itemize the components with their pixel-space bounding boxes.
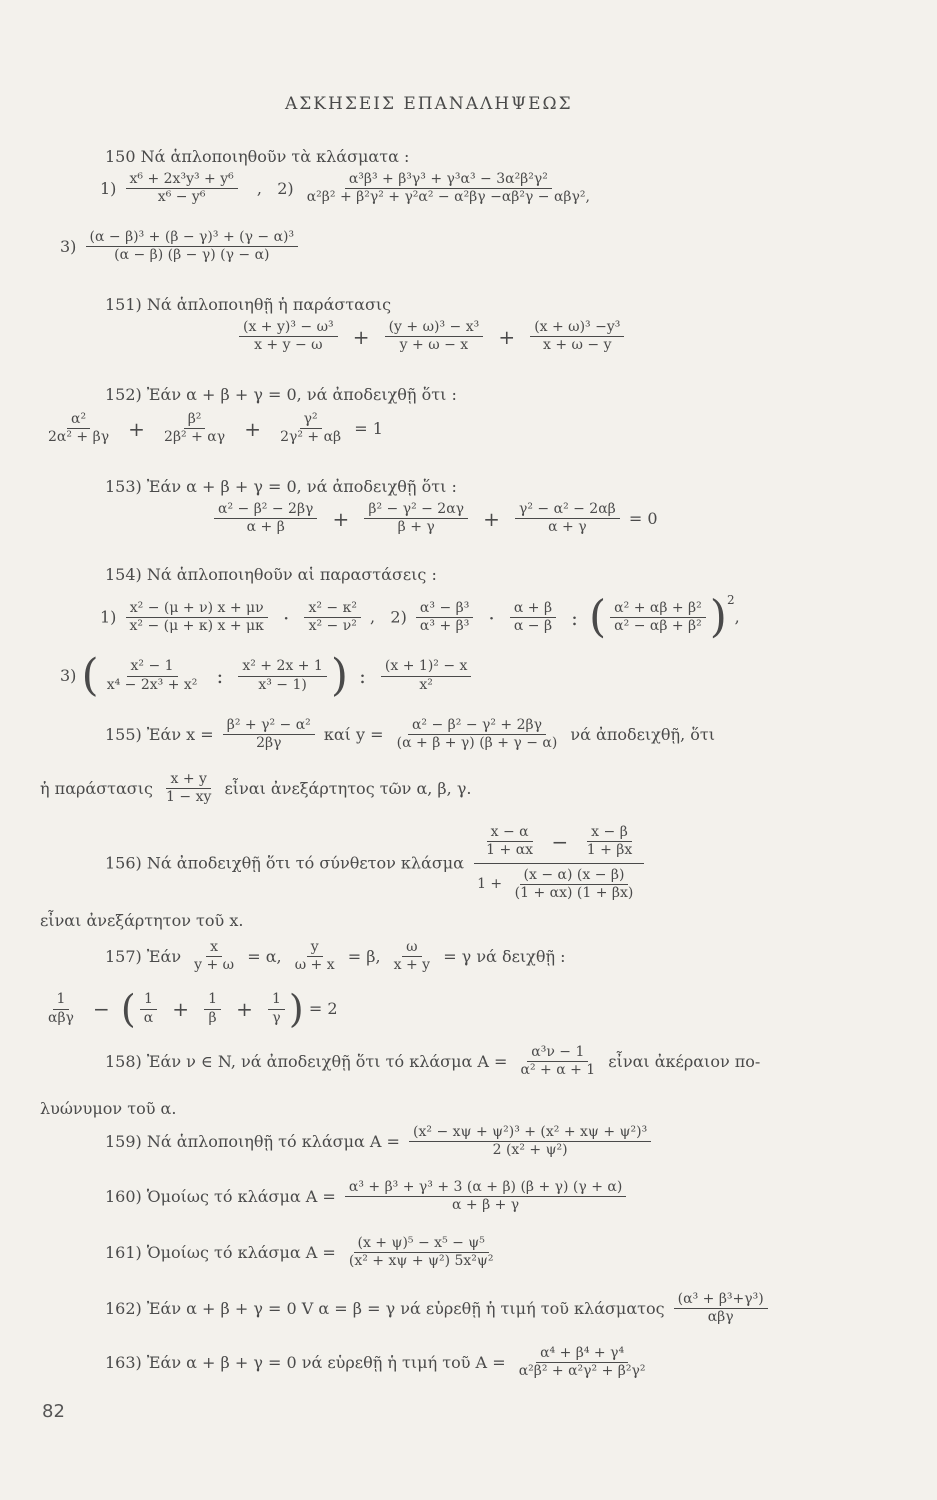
denominator: 2γ² + αβ	[280, 429, 342, 446]
fraction	[583, 825, 637, 859]
fraction	[291, 940, 339, 974]
denominator: α	[143, 1009, 154, 1026]
denominator: α²β² + α²γ² + β²γ²	[518, 1363, 646, 1380]
exercise-154-part-3: 3) ( $\frac{\text{x² − 1}}{\text{x⁴ − 2x³ + x²}}$ : $\frac{\text{x² + 2x + 1}}{\text{x³ − 1)}}$ ) : $\frac{\text{(x + 1)² − x}}{\text{x²}}$	[60, 654, 475, 698]
fraction	[86, 230, 299, 264]
fraction	[126, 172, 238, 206]
denominator: γ	[272, 1009, 281, 1026]
fraction	[482, 825, 537, 859]
numerator: β²	[184, 412, 206, 429]
right-hand-side: = 2	[308, 999, 338, 1019]
numerator: y	[307, 940, 323, 957]
denominator: (α + β + γ) (β + γ − α)	[396, 735, 558, 752]
label: 3)	[60, 666, 77, 686]
label: 1)	[100, 607, 117, 627]
intro-text: 161) Ὁμοίως τό κλάσμα A =	[105, 1243, 336, 1263]
intro-text: 156) Νά ἀποδειχθῇ ὅτι τό σύνθετον κλάσμα	[105, 853, 464, 873]
fraction	[268, 992, 285, 1026]
numerator: α⁴ + β⁴ + γ⁴	[536, 1346, 628, 1363]
denominator: 1 − xy	[166, 789, 212, 806]
label: 2)	[277, 179, 294, 199]
denominator: x² − ν²	[308, 618, 357, 634]
denominator: x⁴ − 2x³ + x²	[106, 676, 198, 693]
fraction	[304, 601, 361, 635]
exercise-155-line-2	[40, 772, 472, 806]
fraction	[160, 412, 229, 446]
numerator: (x − α) (x − β)	[520, 868, 629, 885]
equals-text: = γ νά δειχθῇ :	[443, 947, 566, 967]
denominator: (1 + αx) (1 + βx)	[514, 885, 634, 902]
fraction	[44, 412, 113, 446]
tail-text: εἶναι ἀνεξάρτητος τῶν α, β, γ.	[224, 779, 472, 799]
denominator: α + γ	[548, 519, 587, 536]
numerator: (x + ω)³ −y³	[530, 320, 624, 337]
numerator: (x + y)³ − ω³	[239, 320, 338, 337]
exercise-152-identity: $\frac{\text{α²}}{\text{2α² + βγ}}$ + $\frac{\text{β²}}{\text{2β² + αγ}}$ + $\frac{\text{γ²}}{\text{2γ² + αβ}}$ = 1	[40, 412, 383, 446]
fraction	[674, 1292, 768, 1326]
numerator: α³ + β³ + γ³ + 3 (α + β) (β + γ) (γ + α)	[345, 1180, 626, 1197]
exercise-157-identity: $\frac{1}{\text{αβγ}}$ − ( $\frac{1}{\alpha}$ + $\frac{1}{\beta}$ + $\frac{1}{\gamma}$ ) = 2	[40, 990, 338, 1028]
page-heading: ΑΣΚΗΣΕΙΣ ΕΠΑΝΑΛΗΨΕΩΣ	[285, 94, 573, 114]
exercise-156-tail: εἶναι ἀνεξάρτητον τοῦ x.	[40, 911, 244, 930]
intro-text: 160) Ὁμοίως τό κλάσμα A =	[105, 1187, 336, 1207]
denominator: α³ + β³	[419, 618, 470, 634]
fraction	[345, 1180, 626, 1214]
numerator: x² − κ²	[304, 601, 361, 618]
numerator: x² − 1	[127, 659, 178, 676]
denominator: ω + x	[294, 957, 335, 974]
intro-text: ἡ παράστασις	[40, 779, 153, 799]
denominator: 2β² + αγ	[164, 429, 226, 446]
numerator: ω	[402, 940, 421, 957]
fraction	[510, 601, 556, 635]
fraction	[381, 659, 472, 693]
intro-text: 157) Ἐάν	[105, 947, 182, 967]
fraction	[239, 320, 338, 354]
fraction	[345, 1236, 498, 1270]
denominator: 1 + βx	[586, 842, 633, 859]
numerator: α²	[67, 412, 90, 429]
fraction	[140, 992, 157, 1026]
numerator: α + β	[510, 601, 556, 618]
denominator: (x² + xψ + ψ²) 5x²ψ²	[348, 1253, 494, 1270]
fraction	[103, 659, 202, 693]
compound-fraction	[473, 825, 645, 902]
denominator: y + ω	[194, 957, 235, 974]
exercise-157-line-1	[105, 940, 566, 974]
numerator: α² − β² − 2βγ	[214, 502, 317, 519]
numerator: 1	[204, 992, 221, 1009]
fraction	[162, 772, 215, 806]
exercise-160	[105, 1180, 630, 1214]
numerator: x⁶ + 2x³y³ + y⁶	[126, 172, 238, 189]
numerator: 1	[268, 992, 285, 1009]
exercise-158-line-2: λυώνυμον τοῦ α.	[40, 1099, 177, 1118]
label: 3)	[60, 237, 77, 257]
denominator: x² − (μ + κ) x + μκ	[129, 618, 264, 634]
fraction	[530, 320, 624, 354]
numerator: (x + ψ)⁵ − x⁵ − ψ⁵	[354, 1236, 489, 1253]
denominator: αβγ	[707, 1309, 734, 1326]
numerator: (α − β)³ + (β − γ)³ + (γ − α)³	[86, 230, 299, 247]
fraction	[393, 718, 562, 752]
numerator: α² + αβ + β²	[610, 601, 706, 618]
label: 1)	[100, 179, 117, 199]
fraction	[126, 601, 268, 635]
numerator: (α³ + β³+γ³)	[674, 1292, 768, 1309]
denominator: α² + α + 1	[520, 1062, 596, 1079]
fraction	[385, 320, 484, 354]
exercise-151-intro: 151) Νά ἁπλοποιηθῇ ἡ παράστασις	[105, 295, 392, 314]
denominator: α − β	[513, 618, 553, 634]
exercise-159	[105, 1125, 655, 1159]
fraction	[238, 659, 326, 693]
numerator: 1	[140, 992, 157, 1009]
exercise-153-identity: $\frac{\text{α² − β² − 2βγ}}{\alpha + \beta}$ + $\frac{\text{β² − γ² − 2αγ}}{\beta + \gamma}$ + $\frac{\text{γ² − α² − 2αβ}}{\alpha + \gamma}$ = 0	[210, 502, 658, 536]
fraction	[44, 992, 78, 1026]
exercise-152-intro: 152) Ἐάν α + β + γ = 0, νά ἀποδειχθῇ ὅτι :	[105, 385, 457, 404]
fraction	[276, 412, 345, 446]
intro-text: 159) Νά ἁπλοποιηθῇ τό κλάσμα A =	[105, 1132, 400, 1152]
numerator: β² + γ² − α²	[223, 718, 315, 735]
numerator: x + y	[166, 772, 210, 789]
exercise-163	[105, 1346, 653, 1380]
exercise-153-intro: 153) Ἐάν α + β + γ = 0, νά ἀποδειχθῇ ὅτι :	[105, 477, 457, 496]
fraction	[416, 601, 473, 635]
fraction	[190, 940, 238, 974]
numerator: x − β	[587, 825, 632, 842]
fraction	[610, 601, 706, 635]
intro-text: 158) Ἐάν ν ∈ N, νά ἀποδειχθῇ ὅτι τό κλάσμα A =	[105, 1052, 508, 1072]
denominator-prefix: 1 +	[477, 875, 503, 892]
right-hand-side: = 0	[628, 509, 658, 529]
exercise-150-part-1-2: 1) $\frac{\text{x⁶ + 2x³y³ + y⁶}}{\text{x⁶ − y⁶}}$ , 2) $\frac{\text{α³β³ + β³γ³ + γ³α³ − 3α²β²γ²}}{\text{α²β² + β²γ² + γ²α² − α²βγ −αβ²γ − αβγ²,}}$	[100, 172, 598, 206]
denominator: (α − β) (β − γ) (γ − α)	[114, 247, 270, 264]
exercise-155-line-1	[105, 718, 715, 752]
numerator: β² − γ² − 2αγ	[364, 502, 468, 519]
exponent: 2	[726, 593, 735, 607]
fraction	[214, 502, 317, 536]
numerator: (x² − xψ + ψ²)³ + (x² + xψ + ψ²)³	[409, 1125, 651, 1142]
denominator: α²β² + β²γ² + γ²α² − α²βγ −αβ²γ − αβγ²,	[306, 189, 590, 206]
tail-text: νά ἀποδειχθῇ, ὅτι	[570, 725, 716, 745]
exercise-154-parts-1-2: 1) $\frac{\text{x² − (μ + ν) x + μν}}{\text{x² − (μ + κ) x + μκ}}$ · $\frac{\text{x² − κ²}}{\text{x² − ν²}}$ , 2) $\frac{\text{α³ − β³}}{\text{α³ + β³}}$ · $\frac{\alpha + \beta}{\alpha - \beta}$ : ( $\frac{\text{α² + αβ + β²}}{\text{α² − αβ + β²}}$ )$^2$,	[100, 591, 740, 643]
fraction	[204, 992, 221, 1026]
denominator: αβγ	[48, 1009, 74, 1026]
numerator: α³ν − 1	[527, 1045, 588, 1062]
denominator: α + β + γ	[452, 1197, 520, 1214]
denominator: x + ω − y	[543, 337, 612, 354]
equals-text: = α,	[247, 947, 282, 967]
numerator: (x + 1)² − x	[381, 659, 472, 676]
exercise-150-part-3	[60, 230, 302, 264]
denominator: 1 + αx	[486, 842, 534, 859]
page-number: 82	[42, 1401, 65, 1422]
compound-denominator	[473, 864, 645, 902]
numerator: α² − β² − γ² + 2βγ	[408, 718, 546, 735]
denominator: x + y − ω	[254, 337, 323, 354]
and-text: καί y =	[323, 725, 384, 745]
denominator: α + β	[246, 519, 285, 536]
exercise-161	[105, 1236, 502, 1270]
denominator: 2 (x² + ψ²)	[492, 1142, 568, 1159]
denominator: x²	[419, 676, 433, 693]
intro-text: 162) Ἐάν α + β + γ = 0 V α = β = γ νά εὑρεθῇ ἡ τιμή τοῦ κλάσματος	[105, 1299, 665, 1319]
fraction	[517, 1045, 600, 1079]
exercise-156-line-1	[105, 825, 649, 902]
exercise-151-expression: $\frac{\text{(x + y)³ − ω³}}{x + y - \omega}$ + $\frac{\text{(y + ω)³ − x³}}{y + \omega - x}$ + $\frac{\text{(x + ω)³ −y³}}{x + \omega - y}$	[235, 320, 628, 354]
numerator: 1	[53, 992, 70, 1009]
denominator: β	[208, 1009, 217, 1026]
denominator: α² − αβ + β²	[614, 618, 702, 634]
exercise-150-intro: 150 Νά ἁπλοποιηθοῦν τὰ κλάσματα :	[105, 147, 410, 166]
numerator: γ²	[300, 412, 322, 429]
fraction	[303, 172, 594, 206]
intro-text: 163) Ἐάν α + β + γ = 0 νά εὑρεθῇ ἡ τιμή τοῦ A =	[105, 1353, 506, 1373]
denominator: β + γ	[397, 519, 435, 536]
numerator: x² − (μ + ν) x + μν	[126, 601, 268, 618]
fraction	[409, 1125, 651, 1159]
numerator: x	[206, 940, 222, 957]
equals-text: = β,	[347, 947, 381, 967]
numerator: x² + 2x + 1	[238, 659, 326, 676]
exercise-158-line-1	[105, 1045, 760, 1079]
compound-numerator: $\frac{x - \alpha}{1 + \alpha x}$ − $\frac{x - \beta}{1 + \beta x}$	[474, 825, 644, 864]
denominator: y + ω − x	[399, 337, 469, 354]
denominator: x⁶ − y⁶	[157, 189, 206, 206]
numerator: α³ − β³	[416, 601, 473, 618]
exercise-154-intro: 154) Νά ἁπλοποιηθοῦν αἱ παραστάσεις :	[105, 565, 437, 584]
denominator: 2βγ	[256, 735, 282, 752]
fraction	[390, 940, 434, 974]
right-hand-side: = 1	[354, 419, 383, 439]
numerator: x − α	[487, 825, 533, 842]
fraction	[364, 502, 468, 536]
denominator: x³ − 1)	[258, 676, 307, 693]
intro-text: 155) Ἐάν x =	[105, 725, 214, 745]
numerator: α³β³ + β³γ³ + γ³α³ − 3α²β²γ²	[345, 172, 552, 189]
fraction	[515, 1346, 650, 1380]
denominator: 2α² + βγ	[48, 429, 110, 446]
fraction	[223, 718, 315, 752]
fraction	[515, 502, 620, 536]
exercise-162	[105, 1292, 772, 1326]
numerator: (y + ω)³ − x³	[385, 320, 484, 337]
denominator: x + y	[393, 957, 431, 974]
tail-text: εἶναι ἀκέραιον πο-	[608, 1052, 761, 1072]
fraction	[511, 868, 638, 902]
numerator: γ² − α² − 2αβ	[515, 502, 620, 519]
label: 2)	[390, 607, 407, 627]
